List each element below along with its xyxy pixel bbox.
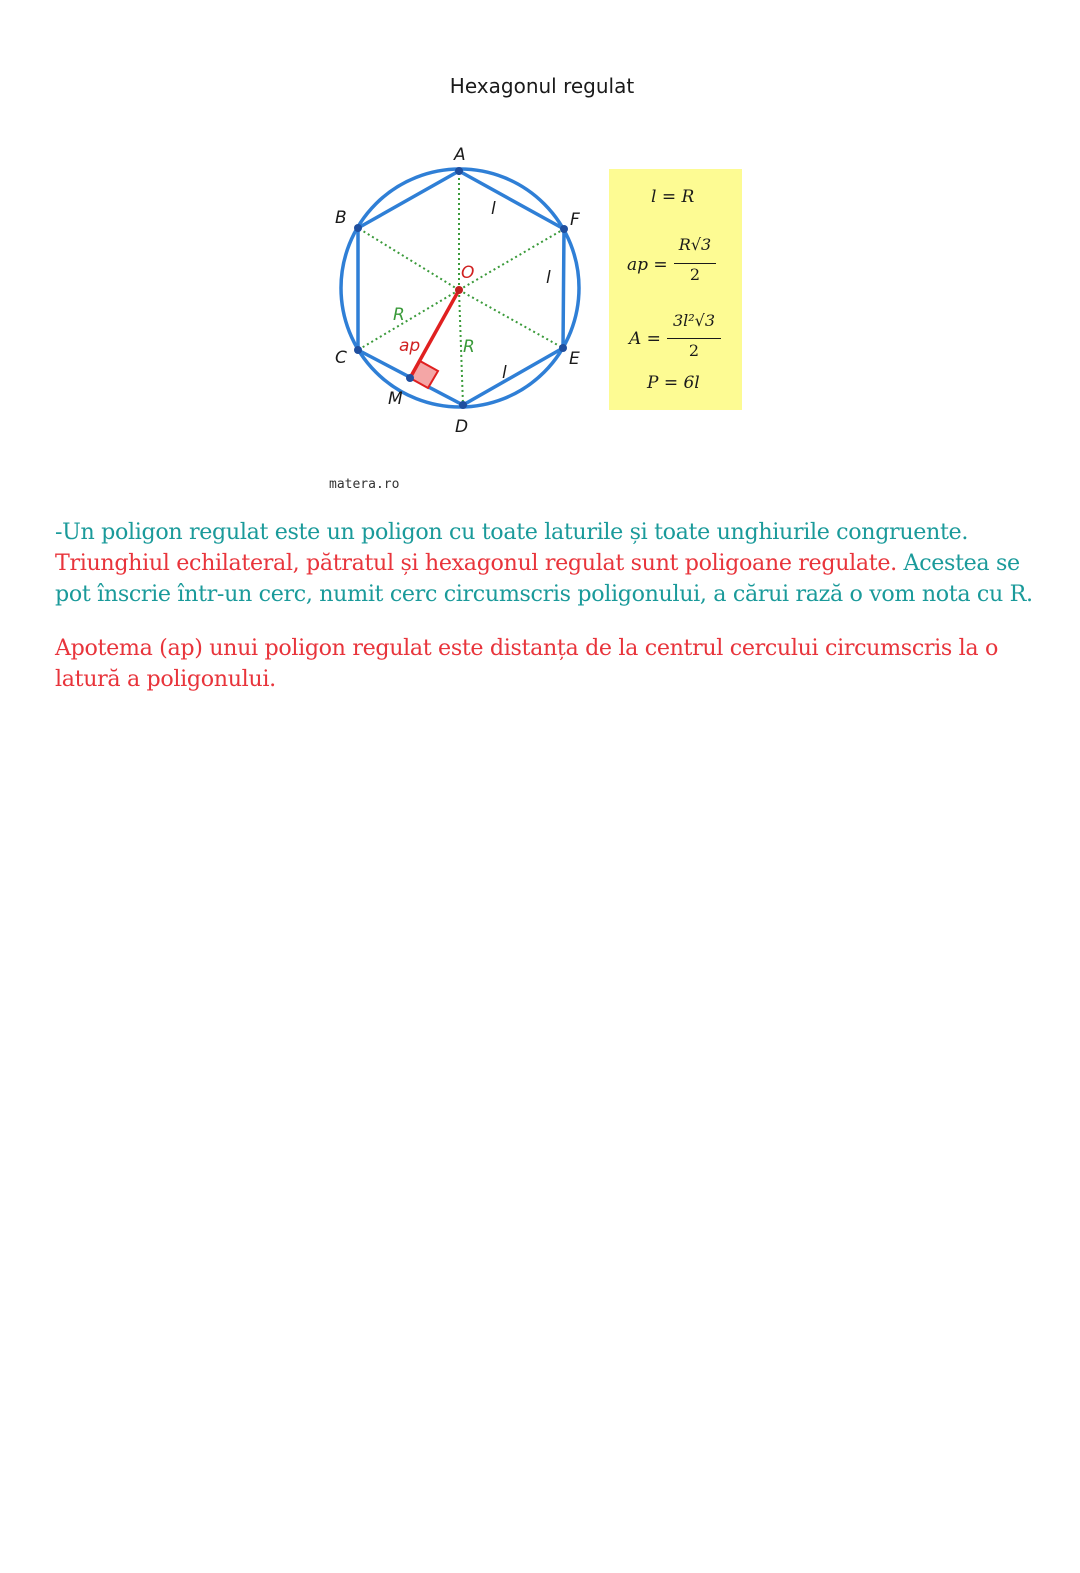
formula-apothem-denominator: 2 (689, 265, 701, 284)
paragraph-definition-part2: Triunghiul echilateral, pătratul și hexagonul regulat sunt poligoane regulate. (55, 550, 897, 576)
formula-perimeter: P = 6l (647, 373, 700, 393)
formula-area-bar (667, 338, 721, 339)
point-a (455, 167, 463, 175)
point-c (354, 346, 362, 354)
source-credit: matera.ro (329, 477, 400, 492)
right-angle-marker (410, 361, 438, 388)
label-a: A (454, 145, 466, 165)
point-d (459, 401, 467, 409)
hexagon-figure (320, 130, 600, 440)
label-radius-ob: R (393, 305, 405, 325)
paragraph-apothem: Apotema (ap) unui poligon regulat este distanța de la centrul cercului circumscris la o latură a poligonului. (55, 635, 998, 692)
point-o (455, 286, 463, 294)
formula-side: l = R (651, 187, 695, 207)
paragraph-definition-part3: Acestea se pot înscrie într-un cerc, numit cerc circumscris poligonului, a cărui rază o vom nota cu R. (55, 550, 1033, 607)
radius-ob (358, 228, 459, 290)
point-b (354, 224, 362, 232)
formula-apothem-numerator: R√3 (678, 235, 712, 254)
label-c: C (335, 348, 347, 368)
label-side-fe: l (546, 268, 551, 288)
paragraph-definition-part1: -Un poligon regulat este un poligon cu toate laturile și toate unghiurile congruente. (55, 519, 969, 545)
label-f: F (570, 210, 580, 230)
point-f (560, 225, 568, 233)
formula-apothem-bar (674, 263, 716, 264)
label-apothem: ap (399, 336, 421, 356)
label-m: M (388, 389, 403, 409)
point-m (406, 374, 414, 382)
label-side-de: l (502, 363, 507, 383)
label-d: D (455, 417, 469, 437)
formula-area-denominator: 2 (688, 341, 700, 360)
formula-apothem-lhs: ap = (627, 255, 668, 275)
formula-area-numerator: 3l²√3 (672, 311, 716, 330)
apothem-line (410, 290, 459, 378)
paragraph-definition (55, 517, 1035, 610)
label-o: O (461, 263, 475, 283)
label-side-af: l (491, 199, 496, 219)
formula-area-lhs: A = (629, 329, 661, 349)
figure-title: Hexagonul regulat (449, 74, 635, 98)
label-b: B (335, 208, 347, 228)
formula-box (609, 169, 742, 410)
point-e (559, 344, 567, 352)
label-e: E (569, 349, 580, 369)
label-radius-od: R (463, 337, 475, 357)
